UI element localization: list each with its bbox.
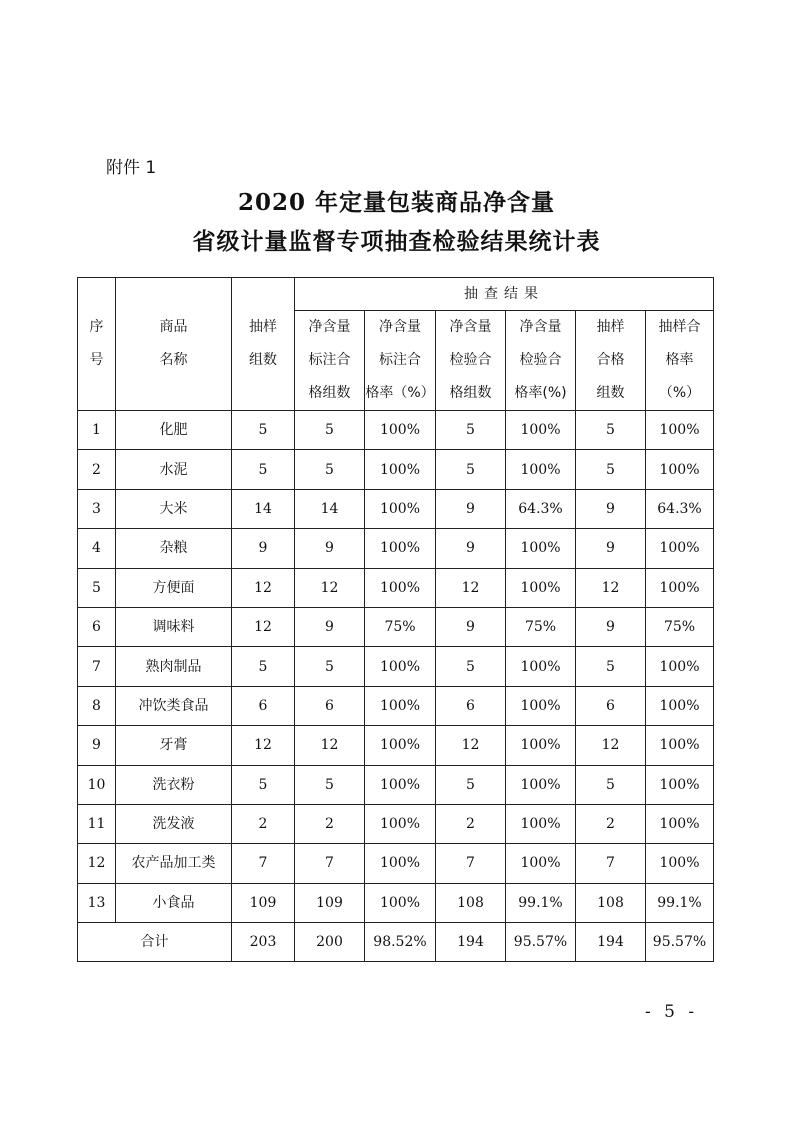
cell-no: 13 <box>78 883 116 922</box>
cell-label-ok: 109 <box>295 883 365 922</box>
cell-no: 8 <box>78 686 116 725</box>
cell-ok: 9 <box>576 489 646 528</box>
header-serial-number: 序 号 <box>78 278 116 411</box>
cell-label-ok: 12 <box>295 726 365 765</box>
cell-product-name: 杂粮 <box>116 529 232 568</box>
header-net-qualified-groups: 净含量 检验合 格组数 <box>436 311 506 411</box>
cell-net-ok: 9 <box>436 489 506 528</box>
cell-net-rate: 100% <box>506 844 576 883</box>
attachment-label: 附件 1 <box>106 158 157 178</box>
cell-ok: 5 <box>576 411 646 450</box>
cell-rate: 99.1% <box>646 883 714 922</box>
cell-no: 12 <box>78 844 116 883</box>
cell-product-name: 牙膏 <box>116 726 232 765</box>
cell-product-name: 洗发液 <box>116 804 232 843</box>
cell-net-ok: 2 <box>436 804 506 843</box>
cell-rate: 100% <box>646 844 714 883</box>
cell-product-name: 熟肉制品 <box>116 647 232 686</box>
cell-net-rate: 99.1% <box>506 883 576 922</box>
cell-net-rate: 100% <box>506 804 576 843</box>
cell-product-name: 农产品加工类 <box>116 844 232 883</box>
cell-rate: 100% <box>646 726 714 765</box>
cell-sample: 5 <box>232 647 295 686</box>
cell-ok: 108 <box>576 883 646 922</box>
cell-rate: 64.3% <box>646 489 714 528</box>
cell-label-ok: 5 <box>295 647 365 686</box>
cell-no: 1 <box>78 411 116 450</box>
cell-net-ok: 7 <box>436 844 506 883</box>
cell-total-net-rate: 95.57% <box>506 923 576 962</box>
cell-sample: 5 <box>232 765 295 804</box>
cell-net-ok: 9 <box>436 529 506 568</box>
cell-rate: 75% <box>646 607 714 646</box>
document-title-line1: 2020 年定量包装商品净含量 <box>237 189 556 216</box>
header-label-qualified-groups: 净含量 标注合 格组数 <box>295 311 365 411</box>
cell-label-rate: 100% <box>365 489 436 528</box>
cell-label-rate: 100% <box>365 844 436 883</box>
cell-product-name: 方便面 <box>116 568 232 607</box>
cell-label-ok: 9 <box>295 607 365 646</box>
cell-no: 10 <box>78 765 116 804</box>
cell-net-rate: 100% <box>506 450 576 489</box>
cell-product-name: 大米 <box>116 489 232 528</box>
table-row <box>78 450 714 489</box>
cell-total-label-ok: 200 <box>295 923 365 962</box>
cell-net-ok: 12 <box>436 568 506 607</box>
table-total-row <box>78 923 714 962</box>
cell-net-rate: 75% <box>506 607 576 646</box>
cell-product-name: 化肥 <box>116 411 232 450</box>
cell-no: 2 <box>78 450 116 489</box>
cell-label-ok: 5 <box>295 765 365 804</box>
cell-net-ok: 5 <box>436 765 506 804</box>
cell-net-ok: 108 <box>436 883 506 922</box>
cell-label-ok: 14 <box>295 489 365 528</box>
cell-label-rate: 100% <box>365 804 436 843</box>
cell-total-rate: 95.57% <box>646 923 714 962</box>
cell-sample: 6 <box>232 686 295 725</box>
cell-net-rate: 100% <box>506 765 576 804</box>
cell-label-ok: 6 <box>295 686 365 725</box>
cell-no: 3 <box>78 489 116 528</box>
cell-label-rate: 100% <box>365 883 436 922</box>
cell-net-rate: 100% <box>506 568 576 607</box>
cell-no: 7 <box>78 647 116 686</box>
table-row <box>78 765 714 804</box>
cell-ok: 2 <box>576 804 646 843</box>
cell-ok: 7 <box>576 844 646 883</box>
cell-ok: 5 <box>576 765 646 804</box>
table-row <box>78 686 714 725</box>
cell-net-rate: 100% <box>506 686 576 725</box>
table-row <box>78 607 714 646</box>
cell-ok: 12 <box>576 568 646 607</box>
page-number: - 5 - <box>645 1002 699 1022</box>
cell-rate: 100% <box>646 450 714 489</box>
table-row <box>78 647 714 686</box>
cell-net-rate: 100% <box>506 529 576 568</box>
cell-label-rate: 100% <box>365 411 436 450</box>
cell-net-rate: 100% <box>506 411 576 450</box>
cell-sample: 5 <box>232 411 295 450</box>
cell-no: 6 <box>78 607 116 646</box>
table-row <box>78 568 714 607</box>
cell-label-rate: 100% <box>365 647 436 686</box>
results-table <box>77 277 714 962</box>
cell-total-label: 合计 <box>78 923 232 962</box>
cell-product-name: 调味料 <box>116 607 232 646</box>
cell-total-sample: 203 <box>232 923 295 962</box>
cell-label-ok: 2 <box>295 804 365 843</box>
cell-sample: 12 <box>232 607 295 646</box>
cell-label-rate: 75% <box>365 607 436 646</box>
table-row <box>78 844 714 883</box>
cell-label-ok: 7 <box>295 844 365 883</box>
cell-total-label-rate: 98.52% <box>365 923 436 962</box>
cell-label-ok: 5 <box>295 411 365 450</box>
header-sample-qualified-groups: 抽样 合格 组数 <box>576 311 646 411</box>
cell-net-rate: 64.3% <box>506 489 576 528</box>
cell-label-rate: 100% <box>365 765 436 804</box>
cell-ok: 5 <box>576 450 646 489</box>
cell-sample: 14 <box>232 489 295 528</box>
cell-ok: 9 <box>576 529 646 568</box>
cell-net-ok: 9 <box>436 607 506 646</box>
header-inspection-results: 抽查结果 <box>295 278 714 311</box>
cell-label-rate: 100% <box>365 450 436 489</box>
cell-sample: 2 <box>232 804 295 843</box>
cell-net-rate: 100% <box>506 726 576 765</box>
cell-no: 5 <box>78 568 116 607</box>
cell-label-ok: 5 <box>295 450 365 489</box>
cell-label-rate: 100% <box>365 529 436 568</box>
cell-label-ok: 9 <box>295 529 365 568</box>
cell-product-name: 冲饮类食品 <box>116 686 232 725</box>
header-sample-qualified-rate: 抽样合 格率 （%） <box>646 311 714 411</box>
cell-product-name: 小食品 <box>116 883 232 922</box>
cell-sample: 12 <box>232 726 295 765</box>
cell-label-rate: 100% <box>365 726 436 765</box>
cell-net-ok: 6 <box>436 686 506 725</box>
header-net-qualified-rate: 净含量 检验合 格率(%) <box>506 311 576 411</box>
cell-ok: 6 <box>576 686 646 725</box>
cell-no: 4 <box>78 529 116 568</box>
cell-total-ok: 194 <box>576 923 646 962</box>
cell-sample: 109 <box>232 883 295 922</box>
cell-net-ok: 12 <box>436 726 506 765</box>
header-sample-groups: 抽样 组数 <box>232 278 295 411</box>
cell-ok: 9 <box>576 607 646 646</box>
cell-ok: 12 <box>576 726 646 765</box>
cell-rate: 100% <box>646 647 714 686</box>
cell-product-name: 水泥 <box>116 450 232 489</box>
cell-product-name: 洗衣粉 <box>116 765 232 804</box>
header-label-qualified-rate: 净含量 标注合 格率（%） <box>365 311 436 411</box>
cell-rate: 100% <box>646 411 714 450</box>
cell-sample: 5 <box>232 450 295 489</box>
table-row <box>78 804 714 843</box>
table-row <box>78 883 714 922</box>
cell-rate: 100% <box>646 804 714 843</box>
table-row <box>78 726 714 765</box>
cell-net-ok: 5 <box>436 647 506 686</box>
table-row <box>78 529 714 568</box>
table-row <box>78 411 714 450</box>
cell-net-ok: 5 <box>436 450 506 489</box>
cell-no: 11 <box>78 804 116 843</box>
header-product-name: 商品 名称 <box>116 278 232 411</box>
cell-label-rate: 100% <box>365 686 436 725</box>
cell-total-net-ok: 194 <box>436 923 506 962</box>
cell-rate: 100% <box>646 765 714 804</box>
table-row <box>78 489 714 528</box>
cell-ok: 5 <box>576 647 646 686</box>
cell-net-rate: 100% <box>506 647 576 686</box>
cell-label-rate: 100% <box>365 568 436 607</box>
document-title-line2: 省级计量监督专项抽查检验结果统计表 <box>192 228 601 255</box>
cell-rate: 100% <box>646 686 714 725</box>
cell-no: 9 <box>78 726 116 765</box>
cell-rate: 100% <box>646 529 714 568</box>
cell-sample: 9 <box>232 529 295 568</box>
cell-sample: 12 <box>232 568 295 607</box>
cell-label-ok: 12 <box>295 568 365 607</box>
cell-rate: 100% <box>646 568 714 607</box>
cell-net-ok: 5 <box>436 411 506 450</box>
cell-sample: 7 <box>232 844 295 883</box>
